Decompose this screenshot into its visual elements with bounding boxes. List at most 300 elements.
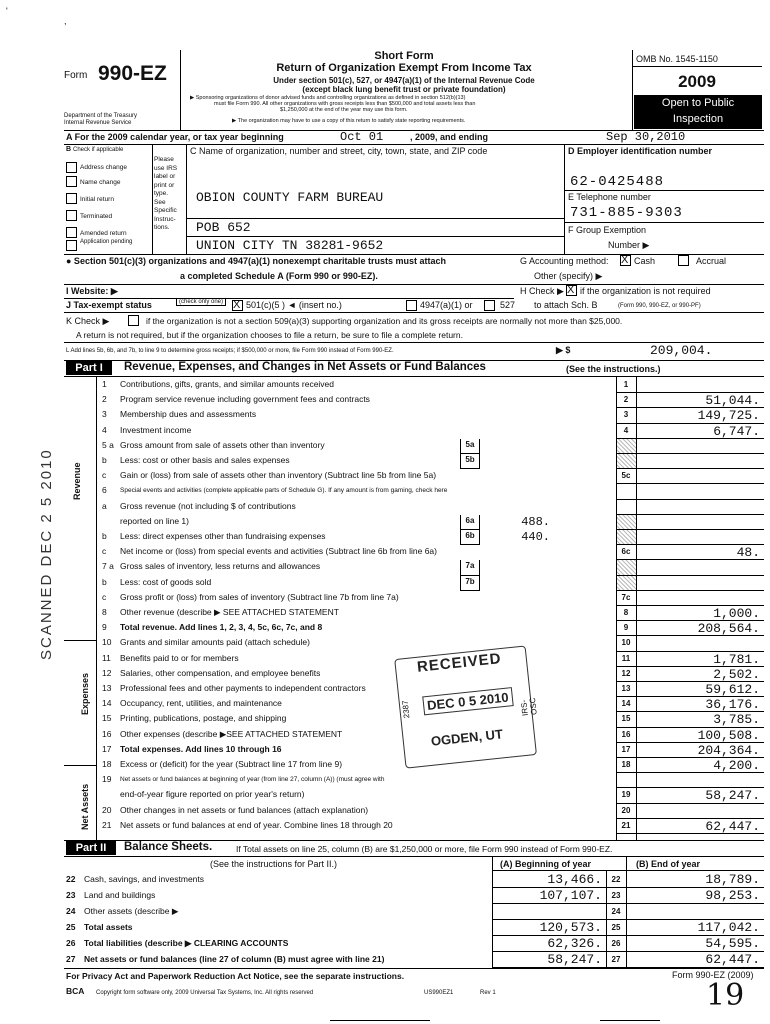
balance-line-26 xyxy=(64,936,764,952)
line-description: Total expenses. Add lines 10 through 16 xyxy=(120,743,282,754)
line-description: Special events and activities (complete applicable parts of Schedule G). If any amount is from gaming, check here xyxy=(120,487,448,495)
stamp-date: DEC 0 5 2010 xyxy=(422,687,513,715)
line-number: 19 xyxy=(102,774,112,785)
sec501-note2: a completed Schedule A (Form 990 or 990-EZ). xyxy=(180,271,378,281)
bca-label: BCA xyxy=(66,986,85,996)
end-of-year-value[interactable]: 117,042. xyxy=(697,920,760,935)
rule xyxy=(64,298,514,299)
amount-box-label: 15 xyxy=(621,714,631,724)
line-description: Program service revenue including government fees and contracts xyxy=(120,394,370,405)
line-number: 6 xyxy=(102,485,107,496)
line-description: Gain or (loss) from sale of assets other than inventory (Subtract line 5b from line 5a) xyxy=(120,470,437,481)
form-subtitle: Under section 501(c), 527, or 4947(a)(1) of the Internal Revenue Code xyxy=(273,76,535,85)
line-number: 9 xyxy=(102,622,107,633)
rule xyxy=(64,856,764,857)
part-1-title: Revenue, Expenses, and Changes in Net Assets or Fund Balances xyxy=(124,361,486,373)
line-description: end-of-year figure reported on prior year's return) xyxy=(120,789,305,800)
shaded-cell xyxy=(616,439,636,454)
part-2-see: (See the instructions for Part II.) xyxy=(210,859,338,869)
status-4947-label: 4947(a)(1) or xyxy=(420,300,473,310)
line-description: Cash, savings, and investments xyxy=(84,874,205,884)
part1-line-6 xyxy=(64,484,764,499)
amount-box-label: 6c xyxy=(621,547,631,557)
amount-box-label: 9 xyxy=(623,623,629,633)
part1-line-7b xyxy=(64,576,764,591)
part1-line-5b xyxy=(64,454,764,469)
line-description: Printing, publications, postage, and shipping xyxy=(120,713,287,724)
amount-box-label: 4 xyxy=(623,425,629,435)
line-description: Land and buildings xyxy=(84,890,156,900)
line-description: Other assets (describe ▶ xyxy=(84,906,179,916)
sub-box-label: 6b xyxy=(460,530,480,545)
line-number: 1 xyxy=(102,379,107,389)
line-number: 23 xyxy=(66,890,76,900)
sub-box-label: 6a xyxy=(460,515,480,530)
net-assets-side-label: Net Assets xyxy=(80,783,90,830)
k-text: if the organization is not a section 509(a)(3) supporting organization and its gross receipts are normally not more than $25,000. xyxy=(146,316,623,326)
line-number: 3 xyxy=(102,409,107,420)
part1-line-7a xyxy=(64,560,764,575)
part-2-tag: Part II xyxy=(66,841,116,855)
amount-value[interactable]: 48. xyxy=(736,545,760,561)
line-description: Net assets or fund balances at end of year. Combine lines 18 through 20 xyxy=(120,819,393,830)
line-number: 13 xyxy=(102,683,112,693)
line-a-label: A For the 2009 calendar year, or tax year beginning xyxy=(66,132,284,142)
please-text: label or xyxy=(154,173,176,180)
line-description: Total revenue. Add lines 1, 2, 3, 4, 5c, 6c, 7c, and 8 xyxy=(120,622,323,633)
scan-mark: ' xyxy=(6,6,8,16)
part1-line-4 xyxy=(64,424,764,439)
shaded-cell xyxy=(616,454,636,469)
line-description: Total liabilities (describe ▶ CLEARING ACCOUNTS xyxy=(84,938,289,948)
amount-box-label: 17 xyxy=(621,744,631,754)
line-description: Other expenses (describe ▶SEE ATTACHED STATEMENT xyxy=(120,728,343,739)
revenue-side-label: Revenue xyxy=(72,462,82,500)
divider xyxy=(564,144,565,254)
part1-line-21 xyxy=(64,819,764,834)
tax-year: 2009 xyxy=(678,72,716,91)
part1-line-1 xyxy=(64,378,764,393)
line-a-middle: , 2009, and ending xyxy=(410,132,489,142)
group-exemption-label: F Group Exemption xyxy=(568,225,647,235)
part1-line-20 xyxy=(64,804,764,819)
rule xyxy=(330,1020,430,1021)
copyright: Copyright form software only, 2009 Universal Tax Systems, Inc. All rights reserved xyxy=(96,990,314,996)
handwritten-page-number: 19 xyxy=(706,978,745,1013)
part1-line-10 xyxy=(64,636,764,651)
part1-line-19 xyxy=(64,788,764,803)
status-501c-checkbox[interactable] xyxy=(232,300,243,311)
gross-receipts-note: L Add lines 5b, 6b, and 7b, to line 9 to determine gross receipts; if $500,000 or more, file Form 990 instead of Form 990-EZ. xyxy=(66,348,394,354)
rule xyxy=(186,218,564,219)
part-1-see-instructions: (See the instructions.) xyxy=(566,364,661,374)
amount-box-label: 26 xyxy=(611,939,621,948)
group-number-label: Number ▶ xyxy=(608,240,650,250)
amount-box-label: 18 xyxy=(621,760,631,769)
line-description: Excess or (deficit) for the year (Subtract line 17 from line 9) xyxy=(120,759,343,769)
form-title: Return of Organization Exempt From Income Tax xyxy=(276,62,532,74)
scan-mark: , xyxy=(64,16,67,26)
amount-box-label: 7c xyxy=(621,592,631,602)
column-b-header: (B) End of year xyxy=(636,859,701,869)
status-501c-label: 501(c)(5 ) ◄ (insert no.) xyxy=(246,300,342,310)
end-of-year-value[interactable]: 54,595. xyxy=(705,936,760,951)
received-stamp xyxy=(394,645,538,776)
line-number: 21 xyxy=(102,819,112,830)
open-label: Open to Public xyxy=(661,97,735,109)
form-label: Form xyxy=(64,70,88,81)
tax-year-begin[interactable]: Oct 01 xyxy=(340,130,384,144)
part1-line-9 xyxy=(64,621,764,636)
tax-exempt-status-label: J Tax-exempt status xyxy=(66,300,152,310)
sponsor-note: $1,250,000 at the end of the year may use this form. xyxy=(280,107,408,113)
line-description: Total assets xyxy=(84,922,133,932)
accrual-checkbox[interactable] xyxy=(678,255,689,266)
line-description: Contributions, gifts, grants, and similar amounts received xyxy=(120,379,335,389)
amount-value[interactable]: 4,200. xyxy=(713,758,760,773)
amount-value[interactable]: 208,564. xyxy=(697,621,760,637)
footer-form-id: Form 990-EZ (2009) xyxy=(672,970,754,980)
line-description: Less: direct expenses other than fundraising expenses xyxy=(120,531,326,541)
status-4947-checkbox[interactable] xyxy=(406,300,417,311)
part-2-note: If Total assets on line 25, column (B) are $1,250,000 or more, file Form 990 instead of Form 990-EZ. xyxy=(236,844,613,854)
rule xyxy=(64,968,764,969)
open-to-public-badge xyxy=(634,95,762,129)
line-description: Gross profit or (loss) from sales of inventory (Subtract line 7b from line 7a) xyxy=(120,591,399,602)
line-number: 7 a xyxy=(102,561,114,572)
amended-return-label: Amended return xyxy=(80,230,127,237)
shaded-cell xyxy=(616,560,636,575)
please-text: Please xyxy=(154,156,174,163)
scanned-stamp: SCANNED DEC 2 5 2010 xyxy=(38,448,55,660)
line-number: 14 xyxy=(102,698,112,709)
line-number: 4 xyxy=(102,424,107,435)
h-check-text: if the organization is not required xyxy=(580,286,711,296)
end-of-year-value[interactable]: 62,447. xyxy=(705,952,760,967)
rule xyxy=(64,312,764,313)
amount-box-label: 2 xyxy=(623,395,629,405)
please-text: use IRS xyxy=(154,164,178,172)
please-text: type. xyxy=(154,190,169,197)
part-2-title: Balance Sheets. xyxy=(124,841,213,853)
amount-box-label: 11 xyxy=(621,653,631,663)
line-number: 22 xyxy=(66,874,76,884)
sec501-note: ● Section 501(c)(3) organizations and 4947(a)(1) nonexempt charitable trusts must attach xyxy=(66,256,447,266)
line-number: b xyxy=(102,455,107,465)
amount-box-label: 10 xyxy=(621,638,631,648)
sub-box-label: 5a xyxy=(460,439,480,454)
line-number: 20 xyxy=(102,804,112,815)
terminated-checkbox[interactable] xyxy=(66,210,77,221)
line-description: Net income or (loss) from special events and activities (Subtract line 6b from line 6a) xyxy=(120,546,437,557)
check-only-one-note: (check only one) xyxy=(176,298,226,306)
line-number: 2 xyxy=(102,394,107,405)
amount-value[interactable]: 1,000. xyxy=(713,606,760,621)
beginning-of-year-value[interactable]: 120,573. xyxy=(539,920,602,935)
part1-line-6a xyxy=(64,515,764,530)
check-mark-icon: X xyxy=(233,299,241,311)
k-check-label: K Check ▶ xyxy=(66,316,110,326)
line-description: Gross revenue (not including $ of contributions xyxy=(120,500,296,511)
website-label: I Website: ▶ xyxy=(66,286,118,296)
ein-value[interactable]: 62-0425488 xyxy=(570,174,665,190)
line-number: 16 xyxy=(102,728,112,739)
rule xyxy=(64,284,764,285)
name-change-label: Name change xyxy=(80,179,121,186)
divider xyxy=(180,50,181,130)
balance-line-27 xyxy=(64,952,764,968)
gross-receipts-arrow: ▶ $ xyxy=(556,345,571,355)
accounting-method-label: G Accounting method: xyxy=(520,256,609,266)
name-change-checkbox[interactable] xyxy=(66,176,77,187)
sub-box-value[interactable]: 488. xyxy=(521,514,550,529)
balance-line-24 xyxy=(64,904,764,920)
tax-year-end[interactable]: Sep 30,2010 xyxy=(606,130,686,144)
part1-line-a xyxy=(64,500,764,515)
please-text: print or xyxy=(154,181,175,189)
initial-return-checkbox[interactable] xyxy=(66,193,77,204)
part1-line-6c xyxy=(64,545,764,560)
form-number: 990-EZ xyxy=(98,62,167,85)
rule xyxy=(564,190,764,191)
part1-line-8 xyxy=(64,606,764,621)
software-code: US990EZ1 xyxy=(424,990,454,996)
line-description: Benefits paid to or for members xyxy=(120,652,239,663)
rule xyxy=(616,833,764,834)
status-527-checkbox[interactable] xyxy=(484,300,495,311)
terminated-label: Terminated xyxy=(80,213,113,220)
amount-value[interactable]: 204,364. xyxy=(697,742,760,758)
rule xyxy=(64,376,764,377)
rule xyxy=(64,254,764,255)
inspection-label: Inspection xyxy=(672,113,724,125)
beginning-of-year-value[interactable]: 13,466. xyxy=(547,872,602,887)
line-number: 10 xyxy=(102,637,112,648)
expenses-side-label: Expenses xyxy=(80,672,90,715)
omb-number: OMB No. 1545-1150 xyxy=(636,54,718,64)
line-number: b xyxy=(102,531,107,541)
line-description: Investment income xyxy=(120,424,192,435)
street-address[interactable]: POB 652 xyxy=(196,220,251,235)
amount-box-label: 23 xyxy=(611,891,621,900)
amount-value[interactable]: 3,785. xyxy=(713,712,760,728)
section-b-label: B Check if applicable xyxy=(66,146,124,153)
line-description: Net assets or fund balances at beginning of year (from line 27, column (A)) (must agree with xyxy=(120,776,385,784)
sponsor-note: ▶ Sponsoring organizations of donor advised funds and controlling organizations as defined in section 512(b)(13) xyxy=(190,95,466,101)
form-title-short: Short Form xyxy=(374,50,434,62)
gross-receipts-value[interactable]: 209,004. xyxy=(650,343,713,358)
divider xyxy=(616,376,617,840)
h-check-label: H Check ▶ xyxy=(520,286,564,296)
stamp-left-code: 2387 xyxy=(400,700,412,719)
amount-value[interactable]: 51,044. xyxy=(705,393,760,409)
status-527-label: 527 xyxy=(500,300,516,310)
stamp-right-code: IRS-OSC xyxy=(519,697,539,717)
check-mark-icon: X xyxy=(567,284,575,296)
address-change-checkbox[interactable] xyxy=(66,162,77,173)
amended-return-checkbox[interactable] xyxy=(66,227,77,238)
h-check-text3: (Form 990, 990-EZ, or 990-PF) xyxy=(618,303,701,309)
irs-label: Internal Revenue Service xyxy=(64,120,132,126)
amount-box-label: 14 xyxy=(621,699,631,709)
schedule-b-checkbox[interactable] xyxy=(566,285,577,296)
ein-label: D Employer identification number xyxy=(568,146,713,156)
rule xyxy=(600,1020,660,1021)
line-description: Grants and similar amounts paid (attach schedule) xyxy=(120,637,310,648)
balance-line-25 xyxy=(64,920,764,936)
h-check-text2: to attach Sch. B xyxy=(534,300,598,310)
line-number: c xyxy=(102,470,107,481)
line-description: Gross sales of inventory, less returns and allowances xyxy=(120,561,321,572)
rule xyxy=(64,144,764,145)
line-number: c xyxy=(102,546,107,557)
amount-box-label: 8 xyxy=(623,608,629,617)
part1-line-2 xyxy=(64,393,764,408)
line-number: b xyxy=(102,576,107,587)
rule xyxy=(492,870,764,871)
line-description: Less: cost or other basis and sales expenses xyxy=(120,455,290,465)
sub-box-value[interactable]: 440. xyxy=(521,530,550,544)
amount-box-label: 21 xyxy=(621,820,631,830)
amount-value[interactable]: 62,447. xyxy=(705,818,760,834)
line-number: 24 xyxy=(66,906,76,916)
line-description: Other revenue (describe ▶ SEE ATTACHED STATEMENT xyxy=(120,607,339,617)
please-text: Specific xyxy=(154,207,177,214)
rule xyxy=(632,66,762,67)
line-number: 8 xyxy=(102,607,107,617)
divider xyxy=(186,144,187,254)
amount-box-label: 1 xyxy=(623,380,629,389)
line-number: 12 xyxy=(102,667,112,678)
part1-line-6b xyxy=(64,530,764,545)
line-number: 27 xyxy=(66,954,76,964)
amount-box-label: 24 xyxy=(611,907,621,916)
amount-value[interactable]: 100,508. xyxy=(697,727,760,743)
balance-line-23 xyxy=(64,888,764,904)
beginning-of-year-value[interactable]: 58,247. xyxy=(547,952,602,967)
k-checkbox[interactable] xyxy=(128,315,139,326)
beginning-of-year-value[interactable]: 107,107. xyxy=(539,888,602,903)
amount-value[interactable]: 59,612. xyxy=(705,682,760,697)
beginning-of-year-value[interactable]: 62,326. xyxy=(547,936,602,951)
cash-checkbox[interactable] xyxy=(620,255,631,266)
line-description: Professional fees and other payments to independent contractors xyxy=(120,683,366,693)
check-mark-icon: X xyxy=(621,254,629,266)
amount-box-label: 3 xyxy=(623,410,629,420)
line-description: Other changes in net assets or fund balances (attach explanation) xyxy=(120,804,369,815)
amount-box-label: 22 xyxy=(611,875,621,884)
stamp-city: OGDEN, UT xyxy=(430,726,504,749)
end-of-year-value[interactable]: 98,253. xyxy=(705,888,760,903)
divider xyxy=(636,376,637,840)
line-number: 26 xyxy=(66,938,76,948)
line-description: Salaries, other compensation, and employee benefits xyxy=(120,667,321,678)
line-number: a xyxy=(102,500,107,511)
form-subtitle2: (except black lung benefit trust or private foundation) xyxy=(302,85,506,94)
line-number: 15 xyxy=(102,713,112,724)
amount-box-label: 25 xyxy=(611,923,621,932)
rule xyxy=(564,222,764,223)
city-state-zip[interactable]: UNION CITY TN 38281-9652 xyxy=(196,238,384,253)
line-number: 25 xyxy=(66,922,76,932)
k-text2: A return is not required, but if the organization chooses to file a return, be sure to file a complete return. xyxy=(76,330,463,340)
amount-box-label: 27 xyxy=(611,955,621,964)
software-rev: Rev 1 xyxy=(480,990,496,996)
line-description: Membership dues and assessments xyxy=(120,409,257,420)
part1-line-7c xyxy=(64,591,764,606)
column-a-header: (A) Beginning of year xyxy=(500,859,592,869)
state-note: ▶ The organization may have to use a copy of this return to satisfy state reporting requirements. xyxy=(232,118,466,124)
part1-line-3 xyxy=(64,408,764,423)
balance-line-22 xyxy=(64,872,764,888)
rule xyxy=(186,236,564,237)
line-number: 5 a xyxy=(102,439,114,450)
application-pending-checkbox[interactable] xyxy=(66,240,77,251)
line-number: c xyxy=(102,591,107,602)
org-name-instructions: C Name of organization, number and street, city, town, state, and ZIP code xyxy=(190,146,488,156)
amount-box-label: 19 xyxy=(621,790,631,800)
part1-line-5a xyxy=(64,439,764,454)
telephone-value[interactable]: 731-885-9303 xyxy=(570,205,683,221)
shaded-cell xyxy=(616,515,636,530)
divider xyxy=(152,144,153,254)
cash-label: Cash xyxy=(634,256,656,266)
please-use-label xyxy=(154,156,177,233)
amount-value[interactable]: 1,781. xyxy=(713,651,760,667)
dept-treasury: Department of the Treasury xyxy=(64,113,138,119)
end-of-year-value[interactable]: 18,789. xyxy=(705,872,760,887)
line-number: 17 xyxy=(102,743,112,754)
telephone-label: E Telephone number xyxy=(568,192,651,202)
please-text: Instruc- xyxy=(154,215,176,223)
please-text: tions. xyxy=(154,224,170,231)
amount-value[interactable]: 36,176. xyxy=(705,697,760,713)
amount-value[interactable]: 2,502. xyxy=(713,666,760,682)
address-change-label: Address change xyxy=(80,164,127,171)
organization-name[interactable]: OBION COUNTY FARM BUREAU xyxy=(196,190,384,205)
amount-box-label: 5c xyxy=(621,471,631,481)
amount-value[interactable]: 6,747. xyxy=(713,423,760,439)
line-number: 11 xyxy=(102,652,111,663)
amount-box-label: 12 xyxy=(621,668,631,678)
check-if-applicable: Check if applicable xyxy=(73,147,124,153)
line-description: Occupancy, rent, utilities, and maintenance xyxy=(120,698,282,709)
stamp-received: RECEIVED xyxy=(416,650,503,676)
part-1-tag: Part I xyxy=(66,361,112,375)
part1-line-5c xyxy=(64,469,764,484)
privacy-notice: For Privacy Act and Paperwork Reduction Act Notice, see the separate instructions. xyxy=(66,971,405,981)
line-number: 18 xyxy=(102,759,112,769)
line-description: Gross amount from sale of assets other than inventory xyxy=(120,439,325,450)
amount-box-label: 16 xyxy=(621,729,631,739)
please-text: See xyxy=(154,198,166,206)
amount-value[interactable]: 149,725. xyxy=(697,408,760,424)
sponsor-note: must file Form 990. All other organizations with gross receipts less than $500,000 and total assets less than xyxy=(214,101,476,107)
amount-value[interactable]: 58,247. xyxy=(705,788,760,804)
line-description: reported on line 1) xyxy=(120,515,189,526)
accrual-label: Accrual xyxy=(696,256,727,266)
line-description: Less: cost of goods sold xyxy=(120,576,212,587)
sub-box-label: 5b xyxy=(460,454,480,469)
amount-box-label: 13 xyxy=(621,684,631,693)
sub-box-label: 7a xyxy=(460,560,480,575)
other-method-label: Other (specify) ▶ xyxy=(534,271,603,281)
application-pending-label: Application pending xyxy=(80,239,133,245)
shaded-cell xyxy=(616,576,636,591)
initial-return-label: Initial return xyxy=(80,196,114,203)
sub-box-label: 7b xyxy=(460,576,480,591)
shaded-cell xyxy=(616,530,636,545)
